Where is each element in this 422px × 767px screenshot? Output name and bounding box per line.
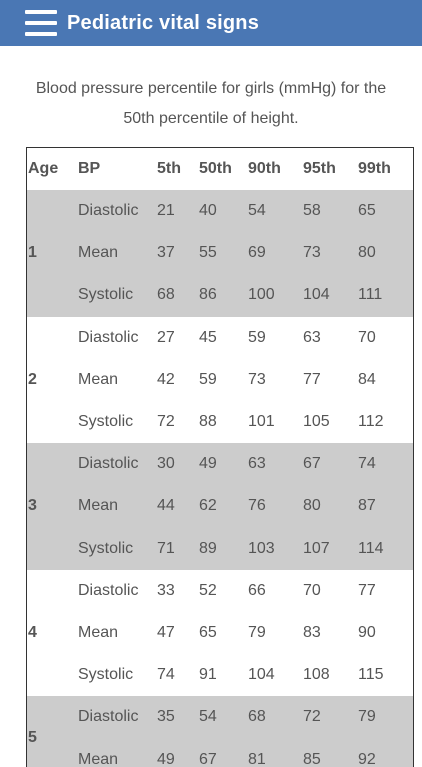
percentile-value-cell: 44 (157, 485, 199, 527)
percentile-value-cell: 72 (303, 696, 358, 738)
bp-type-cell: Mean (78, 623, 119, 641)
percentile-value-cell: 107 (303, 528, 358, 570)
percentile-value-cell: 80 (358, 232, 413, 274)
table-row (27, 401, 413, 443)
percentile-value-cell: 45 (199, 328, 217, 346)
table-row (27, 232, 413, 274)
percentile-value-cell: 88 (199, 413, 217, 431)
percentile-value-cell: 79 (248, 623, 266, 641)
bp-type-cell: Diastolic (78, 696, 157, 738)
percentile-value-cell: 90 (358, 623, 376, 641)
table-caption: Blood pressure percentile for girls (mmHg) for the 50th percentile of height. (35, 80, 387, 127)
percentile-value-cell: 76 (248, 485, 303, 527)
percentile-value-cell: 54 (199, 696, 248, 738)
percentile-value-cell: 70 (303, 581, 321, 599)
percentile-value-cell: 30 (157, 443, 199, 485)
bp-type-cell: Systolic (78, 413, 134, 431)
bp-table-container[interactable] (26, 147, 414, 767)
bp-type-cell: Diastolic (78, 581, 139, 599)
percentile-value-cell: 59 (248, 328, 266, 346)
percentile-value-cell: 81 (248, 738, 303, 767)
age-cell: 4 (28, 623, 37, 641)
percentile-value-cell: 112 (358, 413, 384, 431)
table-row (27, 485, 413, 527)
percentile-value-cell: 104 (303, 274, 358, 316)
percentile-value-cell: 66 (248, 581, 266, 599)
table-row (27, 654, 413, 696)
bp-type-cell: Mean (78, 485, 157, 527)
bp-type-cell: Systolic (78, 274, 157, 316)
app-header (0, 0, 422, 46)
page-title: Pediatric vital signs (67, 11, 260, 34)
bp-type-cell: Systolic (78, 666, 134, 684)
percentile-value-cell: 77 (303, 370, 321, 388)
percentile-value-cell: 47 (157, 623, 175, 641)
percentile-value-cell: 65 (199, 623, 217, 641)
percentile-value-cell: 49 (157, 738, 199, 767)
percentile-value-cell: 63 (248, 443, 303, 485)
percentile-value-cell: 80 (303, 485, 358, 527)
percentile-value-cell: 85 (303, 738, 358, 767)
percentile-value-cell: 73 (303, 232, 358, 274)
bp-type-cell: Mean (78, 370, 119, 388)
bp-type-cell: Mean (78, 232, 157, 274)
percentile-value-cell: 27 (157, 328, 175, 346)
percentile-value-cell: 100 (248, 274, 303, 316)
table-row (27, 359, 413, 401)
percentile-value-cell: 68 (248, 696, 303, 738)
percentile-value-cell: 63 (303, 328, 321, 346)
bp-type-cell: Diastolic (78, 190, 157, 232)
column-header-age: Age (28, 160, 59, 177)
column-header-95th: 95th (303, 160, 336, 177)
table-header-row (27, 148, 413, 190)
bp-type-cell: Mean (78, 738, 157, 767)
bp-type-cell: Diastolic (78, 443, 157, 485)
percentile-value-cell: 69 (248, 232, 303, 274)
table-row (27, 612, 413, 654)
percentile-value-cell: 86 (199, 274, 248, 316)
percentile-value-cell: 65 (358, 190, 413, 232)
percentile-value-cell: 70 (358, 328, 376, 346)
percentile-value-cell: 54 (248, 190, 303, 232)
percentile-value-cell: 83 (303, 623, 321, 641)
percentile-value-cell: 59 (199, 370, 217, 388)
table-row (27, 738, 413, 767)
table-row (27, 528, 413, 570)
menu-icon[interactable] (25, 10, 57, 36)
percentile-value-cell: 73 (248, 370, 266, 388)
table-body (27, 190, 413, 767)
percentile-value-cell: 89 (199, 528, 248, 570)
percentile-value-cell: 33 (157, 581, 175, 599)
percentile-value-cell: 115 (358, 666, 384, 684)
column-header-bp: BP (78, 160, 101, 177)
percentile-value-cell: 21 (157, 190, 199, 232)
age-cell: 2 (28, 370, 37, 388)
percentile-value-cell: 55 (199, 232, 248, 274)
percentile-value-cell: 79 (358, 696, 413, 738)
percentile-value-cell: 40 (199, 190, 248, 232)
percentile-value-cell: 104 (248, 666, 275, 684)
column-header-90th: 90th (248, 160, 281, 177)
bp-table (27, 148, 413, 767)
percentile-value-cell: 62 (199, 485, 248, 527)
percentile-value-cell: 108 (303, 666, 330, 684)
percentile-value-cell: 103 (248, 528, 303, 570)
table-row (27, 696, 413, 738)
table-row (27, 190, 413, 232)
percentile-value-cell: 114 (358, 528, 413, 570)
percentile-value-cell: 101 (248, 413, 275, 431)
percentile-value-cell: 67 (199, 738, 248, 767)
percentile-value-cell: 91 (199, 666, 217, 684)
percentile-value-cell: 52 (199, 581, 217, 599)
column-header-5th: 5th (157, 160, 181, 177)
percentile-value-cell: 92 (358, 738, 413, 767)
column-header-50th: 50th (199, 160, 232, 177)
percentile-value-cell: 77 (358, 581, 376, 599)
percentile-value-cell: 35 (157, 696, 199, 738)
bp-type-cell: Systolic (78, 528, 157, 570)
table-row (27, 570, 413, 612)
percentile-value-cell: 105 (303, 413, 330, 431)
percentile-value-cell: 58 (303, 190, 358, 232)
percentile-value-cell: 67 (303, 443, 358, 485)
age-cell: 1 (27, 190, 78, 317)
percentile-value-cell: 72 (157, 413, 175, 431)
percentile-value-cell: 87 (358, 485, 413, 527)
age-cell: 3 (27, 443, 78, 570)
percentile-value-cell: 84 (358, 370, 376, 388)
percentile-value-cell: 111 (358, 274, 413, 316)
percentile-value-cell: 42 (157, 370, 175, 388)
percentile-value-cell: 71 (157, 528, 199, 570)
percentile-value-cell: 74 (358, 443, 413, 485)
column-header-99th: 99th (358, 160, 391, 177)
percentile-value-cell: 68 (157, 274, 199, 316)
percentile-value-cell: 74 (157, 666, 175, 684)
table-row (27, 274, 413, 316)
percentile-value-cell: 49 (199, 443, 248, 485)
bp-type-cell: Diastolic (78, 328, 139, 346)
table-row (27, 443, 413, 485)
age-cell: 5 (27, 696, 78, 767)
percentile-value-cell: 37 (157, 232, 199, 274)
table-row (27, 317, 413, 359)
